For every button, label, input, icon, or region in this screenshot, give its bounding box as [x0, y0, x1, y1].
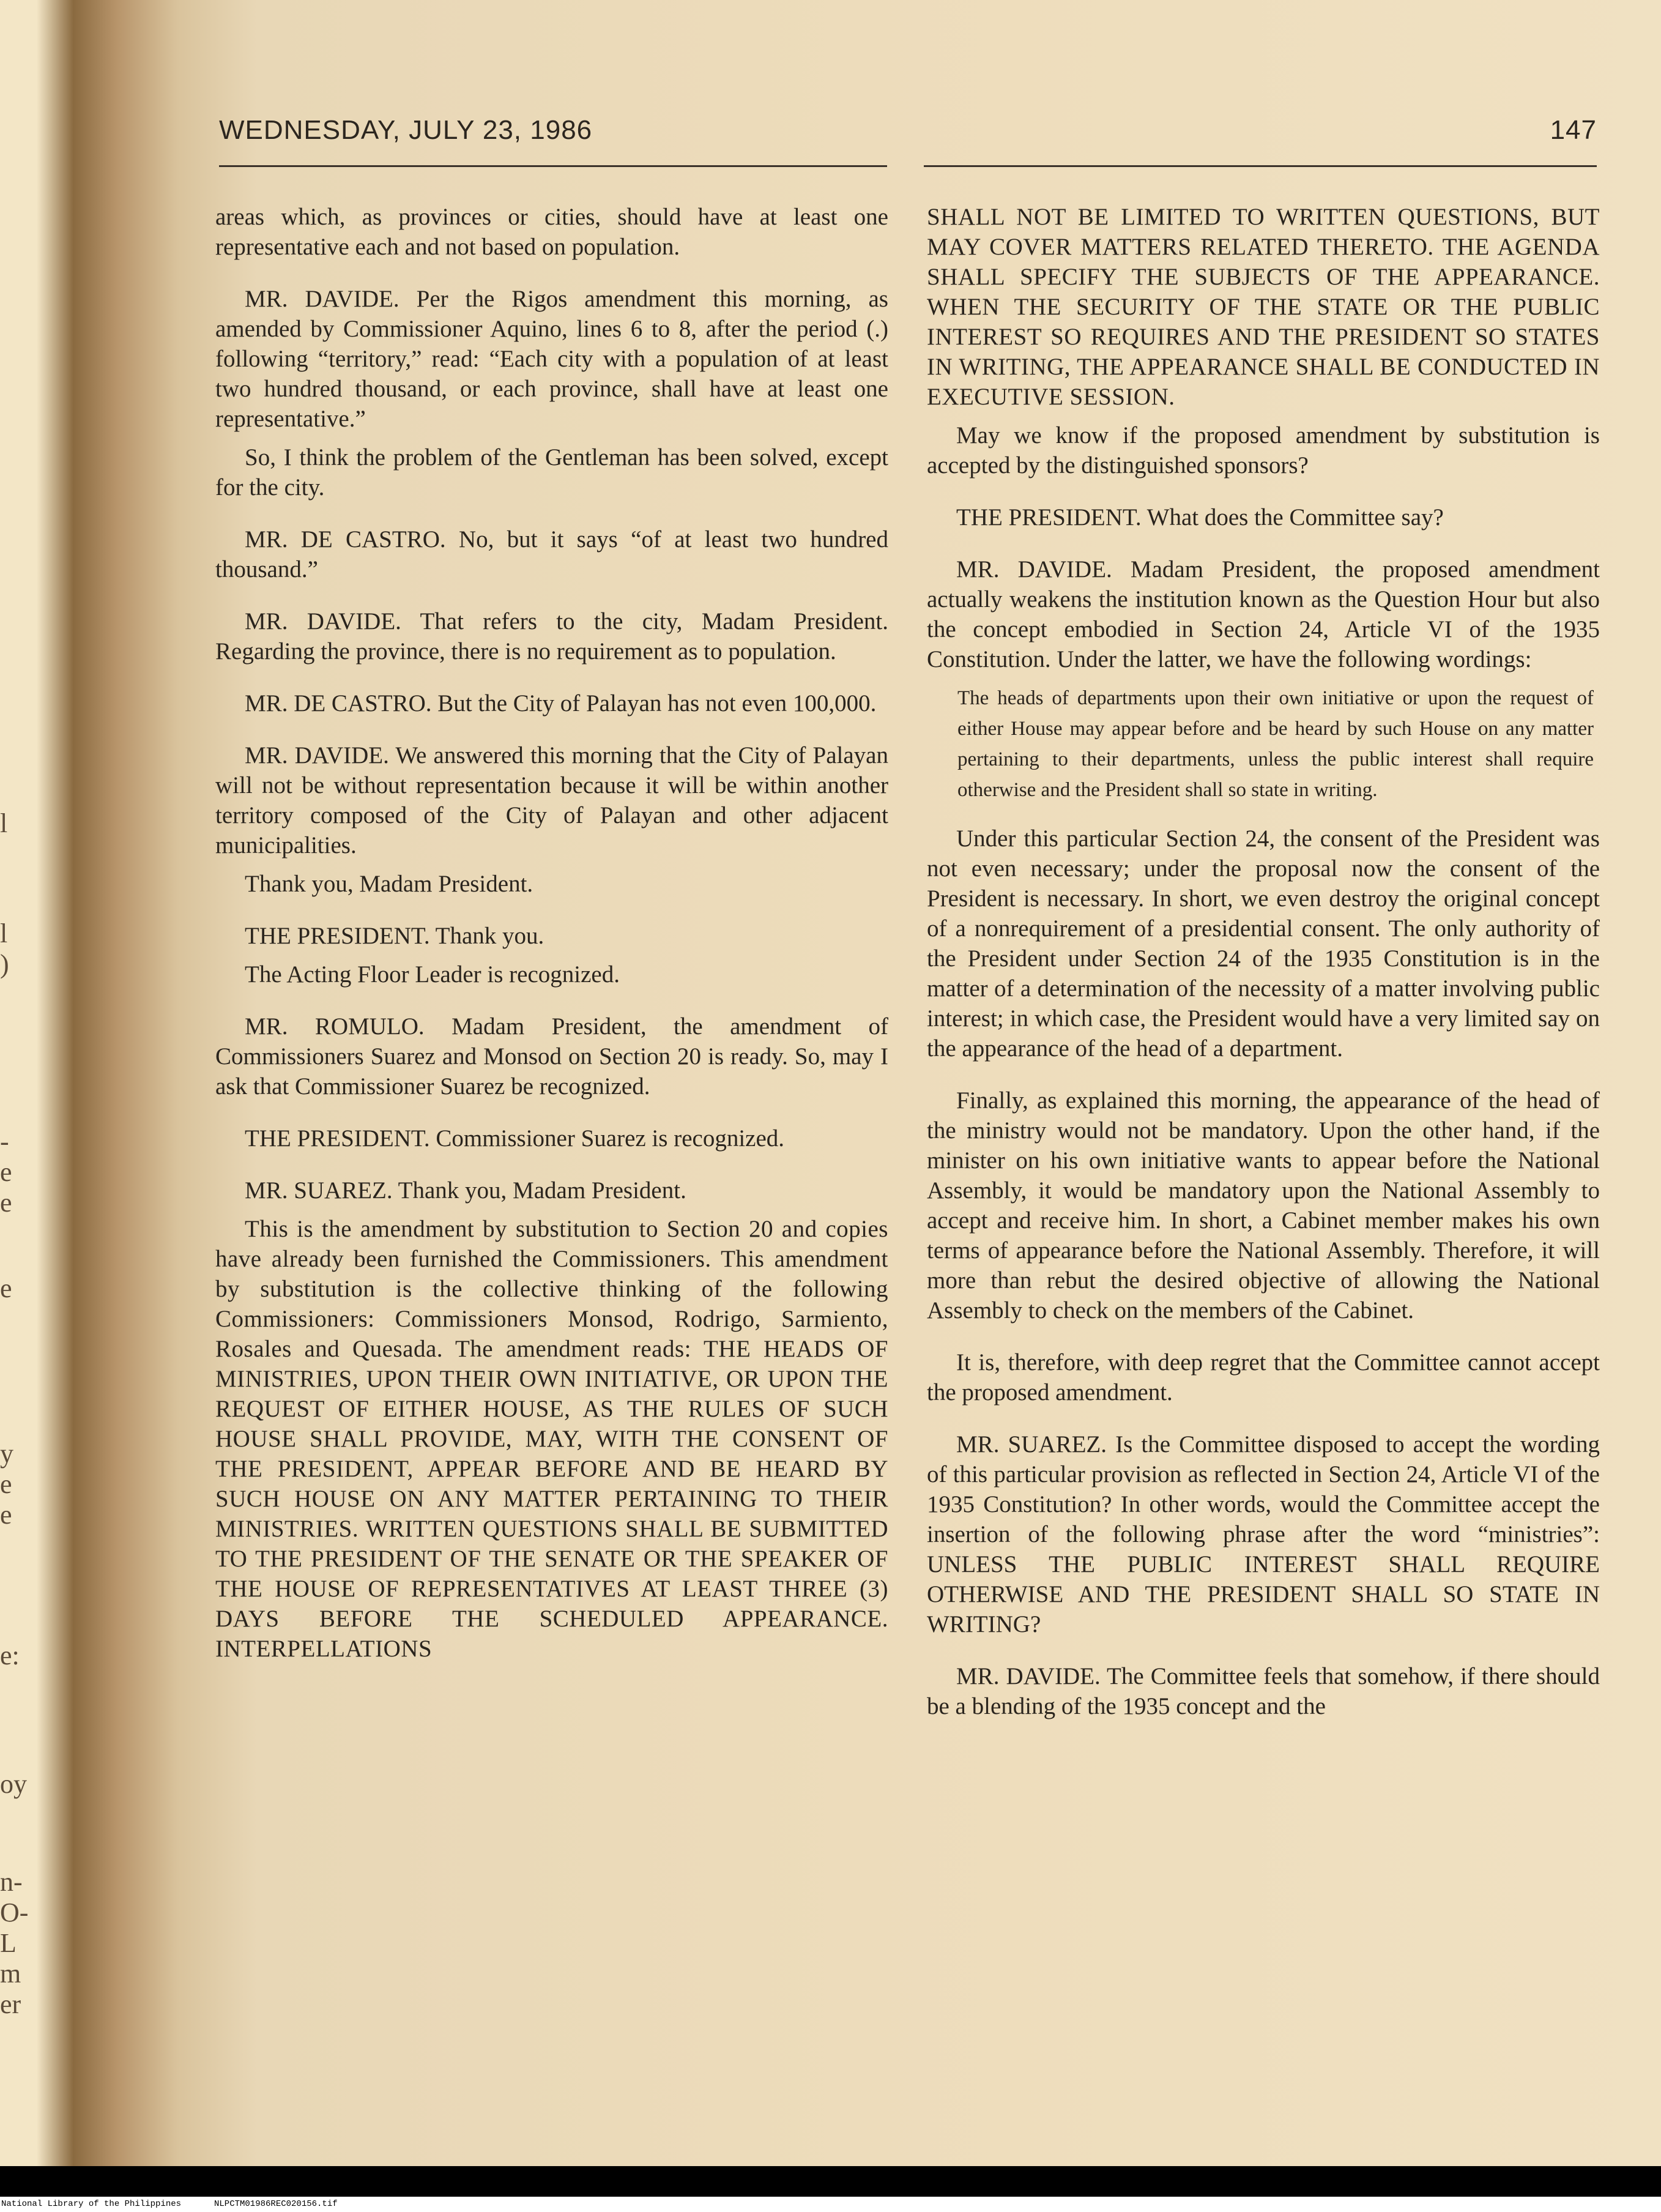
paragraph: It is, therefore, with deep regret that the Committee cannot accept the proposed amendment. [927, 1349, 1600, 1406]
header-date: WEDNESDAY, JULY 23, 1986 [219, 115, 593, 145]
margin-fragment: e [0, 1500, 12, 1530]
paragraph: THE PRESIDENT. Commissioner Suarez is recognized. [245, 1125, 785, 1152]
footer-library: National Library of the Philippines [1, 2199, 182, 2209]
margin-fragment: l [0, 808, 8, 838]
paragraph: MR. SUAREZ. Thank you, Madam President. [245, 1177, 686, 1204]
paragraph: Finally, as explained this morning, the appearance of the head of the ministry would not be mandatory. Upon the other hand, if the minister on his own initiative wants to appear before the National Assembly, it would be mandatory upon the National Assembly to accept and receive him. In short, a Cabinet member makes his own terms of appearance before the National Assembly. Therefore, it will more than rebut the desired objective of allowing the National Assembly to check on the members of the Cabinet. [927, 1087, 1600, 1324]
paragraph: Thank you, Madam President. [245, 871, 533, 897]
margin-fragment: y [0, 1439, 13, 1469]
paragraph: Under this particular Section 24, the consent of the President was not even necessary; under the proposal now the consent of the President is necessary. In short, we even destroy the original concept of a nonrequirement of a presidential consent. The only authority of the President under Section 24 of the 1935 Constitution is in the matter of a determination of the necessity of a matter involving public interest; in which case, the President would have a very limited say on the appearance of the head of a department. [927, 825, 1600, 1062]
paragraph: SHALL NOT BE LIMITED TO WRITTEN QUESTIONS, BUT MAY COVER MATTERS RELATED THERETO. THE AGENDA SHALL SPECIFY THE SUBJECTS OF THE APPEARANCE. WHEN THE SECURITY OF THE STATE OR THE PUBLIC INTEREST SO REQUIRES AND THE PRESIDENT SO STATES IN WRITING, THE APPEARANCE SHALL BE CONDUCTED IN EXECUTIVE SESSION. [927, 204, 1600, 410]
margin-fragment: oy [0, 1769, 27, 1799]
margin-fragment: e: [0, 1640, 20, 1670]
margin-fragment: O- [0, 1897, 29, 1927]
margin-fragment: er [0, 1989, 21, 2019]
header-rule-right [924, 165, 1597, 167]
quoted-provision: The heads of departments upon their own initiative or upon the request of either House may appear before and be heard by such House on any matter pertaining to their departments, unless the public interest shall require otherwise and the President shall so state in writing. [957, 687, 1594, 801]
paragraph: MR. ROMULO. Madam President, the amendment of Commissioners Suarez and Monsod on Section 20 is ready. So, may I ask that Commissioner Suarez be recognized. [215, 1013, 888, 1100]
page-number: 147 [1550, 115, 1597, 145]
margin-fragment: e [0, 1188, 12, 1218]
margin-fragment: n- [0, 1867, 23, 1897]
paragraph: MR. DE CASTRO. But the City of Palayan has not even 100,000. [245, 690, 877, 717]
paragraph: MR. DAVIDE. The Committee feels that somehow, if there should be a blending of the 1935 concept and the [927, 1663, 1600, 1719]
left-column [215, 202, 888, 1686]
margin-fragment: ) [0, 949, 9, 979]
adjacent-page-margin-fragments [0, 704, 37, 2050]
margin-fragment: L [0, 1928, 17, 1958]
margin-fragment: - [0, 1126, 9, 1156]
margin-fragment: m [0, 1959, 21, 1989]
paragraph: areas which, as provinces or cities, should have at least one representative each and not based on population. [215, 204, 888, 260]
footer-filename: NLPCTM01986REC020156.tif [214, 2199, 338, 2209]
paragraph: MR. DAVIDE. That refers to the city, Madam President. Regarding the province, there is no requirement as to population. [215, 608, 888, 665]
paragraph: THE PRESIDENT. Thank you. [245, 923, 544, 949]
margin-fragment: l [0, 918, 8, 948]
paragraph: The Acting Floor Leader is recognized. [245, 961, 620, 988]
header-rule-left [219, 165, 887, 167]
paragraph: MR. DAVIDE. Per the Rigos amendment this morning, as amended by Commissioner Aquino, lines 6 to 8, after the period (.) following “territory,” read: “Each city with a population of at least two hundred thousand, or each province, shall have at least one representative.” [215, 286, 888, 432]
margin-fragment: e [0, 1157, 12, 1187]
paragraph: This is the amendment by substitution to Section 20 and copies have already been furnished the Commissioners. This amendment by substitution is the collective thinking of the following Commissioners: Commissioners Monsod, Rodrigo, Sarmiento, Rosales and Quesada. The amendment reads: THE HEADS OF MINISTRIES, UPON THEIR OWN INITIATIVE, OR UPON THE REQUEST OF EITHER HOUSE, AS THE RULES OF SUCH HOUSE SHALL PROVIDE, MAY, WITH THE CONSENT OF THE PRESIDENT, APPEAR BEFORE AND BE HEARD BY SUCH HOUSE ON ANY MATTER PERTAINING TO THEIR MINISTRIES. WRITTEN QUESTIONS SHALL BE SUBMITTED TO THE PRESIDENT OF THE SENATE OR THE SPEAKER OF THE HOUSE OF REPRESENTATIVES AT LEAST THREE (3) DAYS BEFORE THE SCHEDULED APPEARANCE. INTERPELLATIONS [215, 1216, 888, 1662]
scan-footer [0, 2197, 1661, 2212]
paragraph: MR. DE CASTRO. No, but it says “of at least two hundred thousand.” [215, 526, 888, 583]
scan-bottom-bar [0, 2166, 1661, 2197]
margin-fragment: e [0, 1469, 12, 1499]
paragraph: May we know if the proposed amendment by substitution is accepted by the distinguished sponsors? [927, 422, 1600, 479]
paragraph: So, I think the problem of the Gentleman has been solved, except for the city. [215, 444, 888, 501]
paragraph: MR. DAVIDE. Madam President, the proposed amendment actually weakens the institution known as the Question Hour but also the concept embodied in Section 24, Article VI of the 1935 Constitution. Under the latter, we have the following wordings: [927, 556, 1600, 672]
right-column [927, 202, 1600, 1743]
paragraph: MR. DAVIDE. We answered this morning that the City of Palayan will not be without representation because it will be within another territory composed of the City of Palayan and other adjacent municipalities. [215, 742, 888, 858]
paragraph: THE PRESIDENT. What does the Committee say? [956, 504, 1444, 531]
page-header [219, 115, 1597, 158]
paragraph: MR. SUAREZ. Is the Committee disposed to accept the wording of this particular provision as reflected in Section 24, Article VI of the 1935 Constitution? In other words, would the Committee accept the insertion of the following phrase after the word “ministries”: UNLESS THE PUBLIC INTEREST SHALL REQUIRE OTHERWISE AND THE PRESIDENT SHALL SO STATE IN WRITING? [927, 1431, 1600, 1637]
margin-fragment: e [0, 1273, 12, 1303]
